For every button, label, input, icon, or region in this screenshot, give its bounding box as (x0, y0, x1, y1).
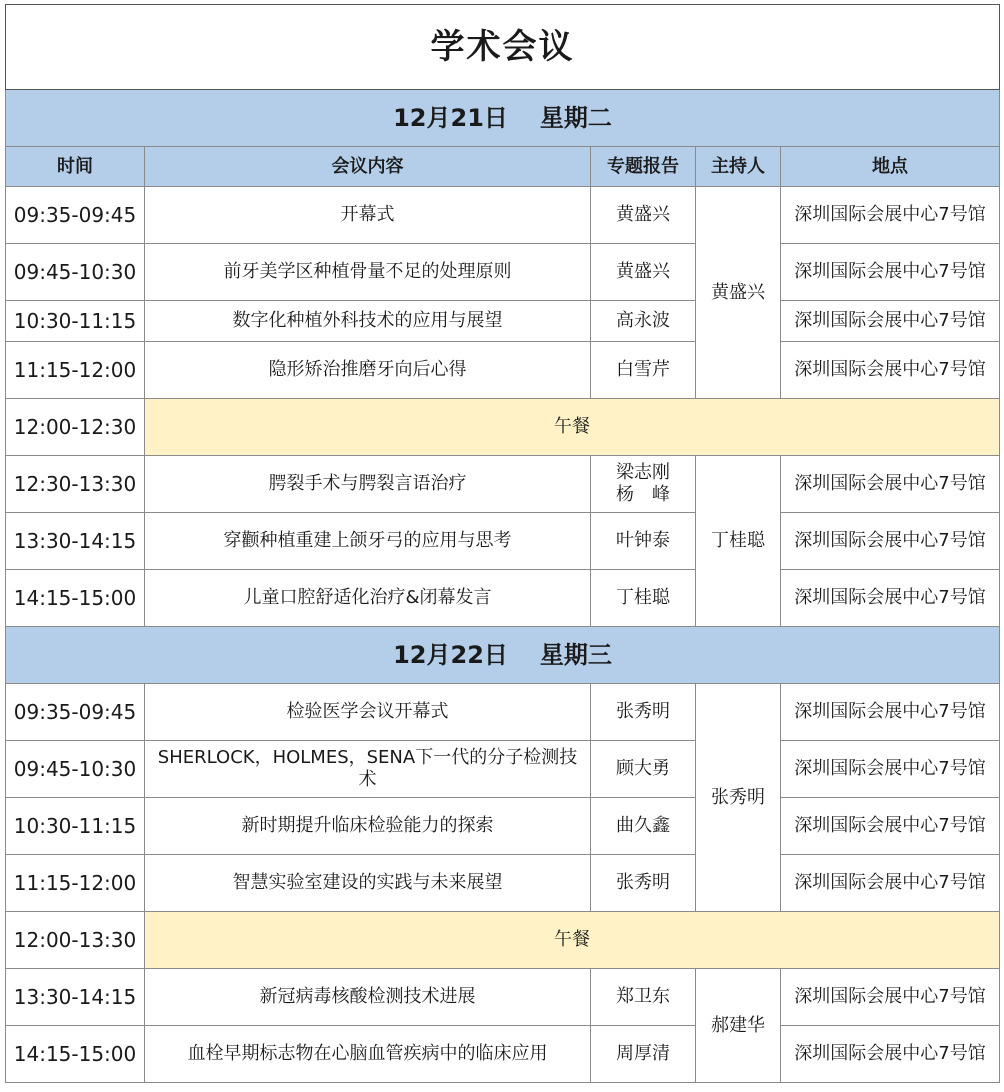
session-time: 13:30-14:15 (6, 969, 145, 1026)
session-location: 深圳国际会展中心7号馆 (781, 342, 1000, 399)
table-row (6, 969, 1000, 1026)
lunch-row (6, 399, 1000, 456)
session-content: 新时期提升临床检验能力的探索 (145, 798, 591, 855)
session-speaker: 白雪芹 (591, 342, 696, 399)
session-location: 深圳国际会展中心7号馆 (781, 513, 1000, 570)
table-row (6, 798, 1000, 855)
session-speaker: 郑卫东 (591, 969, 696, 1026)
day-header (6, 90, 1000, 147)
day-date: 12月22日 (393, 641, 508, 669)
table-row (6, 855, 1000, 912)
header-content: 会议内容 (145, 147, 591, 187)
table-row (6, 1026, 1000, 1083)
session-content: 检验医学会议开幕式 (145, 684, 591, 741)
session-time: 09:35-09:45 (6, 187, 145, 244)
session-content: SHERLOCK，HOLMES，SENA下一代的分子检测技术 (145, 741, 591, 798)
session-speaker: 张秀明 (591, 684, 696, 741)
session-time: 09:45-10:30 (6, 244, 145, 301)
session-host: 黄盛兴 (696, 187, 781, 399)
session-content: 儿童口腔舒适化治疗&闭幕发言 (145, 570, 591, 627)
table-row (6, 570, 1000, 627)
session-host: 郝建华 (696, 969, 781, 1083)
table-row (6, 513, 1000, 570)
session-location: 深圳国际会展中心7号馆 (781, 798, 1000, 855)
session-content: 智慧实验室建设的实践与未来展望 (145, 855, 591, 912)
day-header (6, 627, 1000, 684)
session-time: 12:30-13:30 (6, 456, 145, 513)
session-time: 11:15-12:00 (6, 342, 145, 399)
header-time: 时间 (6, 147, 145, 187)
session-time: 10:30-11:15 (6, 301, 145, 342)
session-location: 深圳国际会展中心7号馆 (781, 855, 1000, 912)
lunch-label: 午餐 (145, 912, 1000, 969)
session-speaker: 梁志刚 杨 峰 (591, 456, 696, 513)
session-time: 14:15-15:00 (6, 570, 145, 627)
header-speaker: 专题报告 (591, 147, 696, 187)
table-row (6, 301, 1000, 342)
session-time: 12:00-13:30 (6, 912, 145, 969)
schedule-table (5, 4, 1000, 1083)
session-content: 腭裂手术与腭裂言语治疗 (145, 456, 591, 513)
session-speaker: 周厚清 (591, 1026, 696, 1083)
table-row (6, 456, 1000, 513)
session-time: 09:45-10:30 (6, 741, 145, 798)
session-host: 丁桂聪 (696, 456, 781, 627)
session-time: 13:30-14:15 (6, 513, 145, 570)
table-row (6, 741, 1000, 798)
session-time: 10:30-11:15 (6, 798, 145, 855)
session-location: 深圳国际会展中心7号馆 (781, 187, 1000, 244)
day-date: 12月21日 (393, 104, 508, 132)
session-location: 深圳国际会展中心7号馆 (781, 301, 1000, 342)
header-host: 主持人 (696, 147, 781, 187)
session-time: 14:15-15:00 (6, 1026, 145, 1083)
session-location: 深圳国际会展中心7号馆 (781, 570, 1000, 627)
session-content: 血栓早期标志物在心脑血管疾病中的临床应用 (145, 1026, 591, 1083)
session-content: 新冠病毒核酸检测技术进展 (145, 969, 591, 1026)
session-speaker: 黄盛兴 (591, 244, 696, 301)
page-title: 学术会议 (6, 5, 1000, 90)
table-row (6, 187, 1000, 244)
session-time: 12:00-12:30 (6, 399, 145, 456)
session-speaker: 顾大勇 (591, 741, 696, 798)
lunch-label: 午餐 (145, 399, 1000, 456)
session-location: 深圳国际会展中心7号馆 (781, 969, 1000, 1026)
session-location: 深圳国际会展中心7号馆 (781, 244, 1000, 301)
session-speaker: 曲久鑫 (591, 798, 696, 855)
session-host: 张秀明 (696, 684, 781, 912)
session-speaker: 丁桂聪 (591, 570, 696, 627)
session-location: 深圳国际会展中心7号馆 (781, 741, 1000, 798)
day-weekday: 星期二 (539, 104, 612, 132)
lunch-row (6, 912, 1000, 969)
table-row (6, 342, 1000, 399)
session-location: 深圳国际会展中心7号馆 (781, 684, 1000, 741)
day-weekday: 星期三 (539, 641, 612, 669)
session-content: 数字化种植外科技术的应用与展望 (145, 301, 591, 342)
session-speaker: 张秀明 (591, 855, 696, 912)
session-content: 前牙美学区种植骨量不足的处理原则 (145, 244, 591, 301)
session-speaker: 黄盛兴 (591, 187, 696, 244)
table-row (6, 244, 1000, 301)
header-location: 地点 (781, 147, 1000, 187)
session-content: 开幕式 (145, 187, 591, 244)
session-location: 深圳国际会展中心7号馆 (781, 1026, 1000, 1083)
session-speaker: 叶钟泰 (591, 513, 696, 570)
session-content: 穿颧种植重建上颌牙弓的应用与思考 (145, 513, 591, 570)
session-time: 09:35-09:45 (6, 684, 145, 741)
table-row (6, 684, 1000, 741)
session-time: 11:15-12:00 (6, 855, 145, 912)
session-location: 深圳国际会展中心7号馆 (781, 456, 1000, 513)
session-content: 隐形矫治推磨牙向后心得 (145, 342, 591, 399)
session-speaker: 高永波 (591, 301, 696, 342)
